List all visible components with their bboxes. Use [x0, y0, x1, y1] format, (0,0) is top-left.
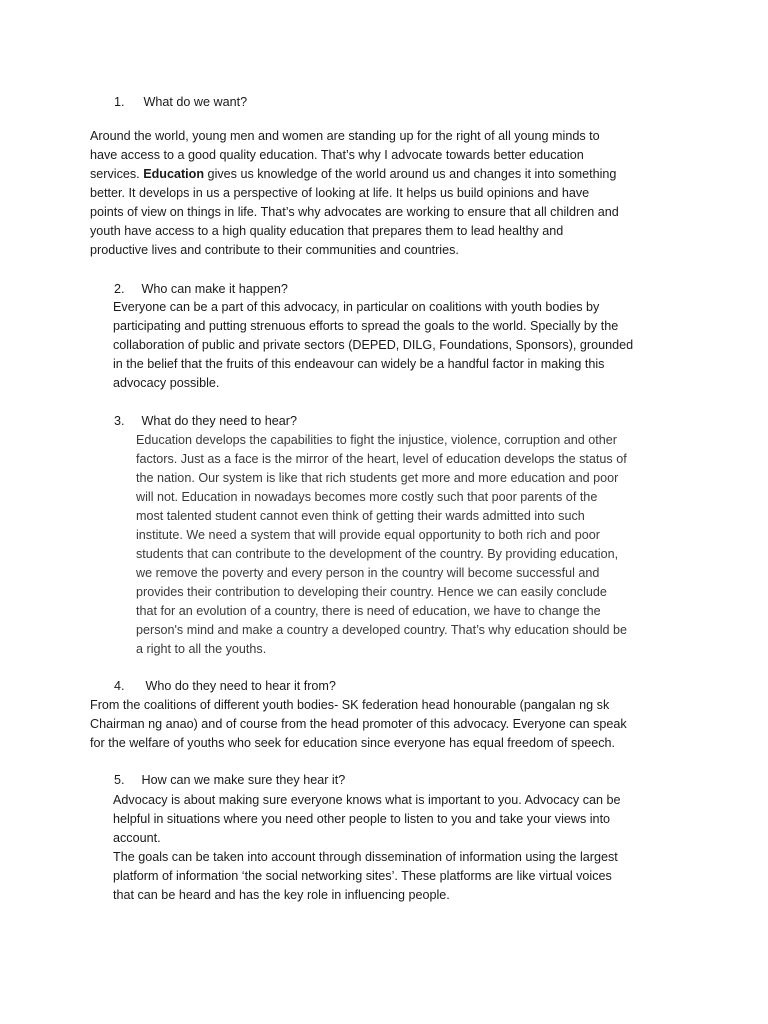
section-2-line: in the belief that the fruits of this endeavour can widely be a handful factor in making this — [113, 357, 605, 371]
section-5-line: that can be heard and has the key role in influencing people. — [113, 888, 450, 902]
section-5-line: helpful in situations where you need other people to listen to you and take your views into — [113, 812, 611, 826]
section-1-line — [90, 165, 616, 184]
section-1-line: have access to a good quality education. That’s why I advocate towards better education — [90, 148, 584, 162]
section-3-line: person's mind and make a country a developed country. That’s why education should be — [136, 623, 628, 637]
section-3-line: will not. Education in nowadays becomes more costly such that poor parents of the — [136, 490, 598, 504]
section-4-number: 4. — [114, 679, 125, 693]
section-5-title: How can we make sure they hear it? — [141, 773, 346, 787]
section-1-heading — [114, 93, 247, 112]
section-3-line: a right to all the youths. — [136, 642, 267, 656]
section-3-line: institute. We need a system that will provide equal opportunity to both rich and poor — [136, 528, 600, 542]
section-3-line: students that can contribute to the development of the country. By providing education, — [136, 547, 619, 561]
section-2-line: advocacy possible. — [113, 376, 220, 390]
section-1-line-part: gives us knowledge of the world around us and changes it into something — [204, 167, 617, 181]
section-3-line: the nation. Our system is like that rich students get more and more education and poor — [136, 471, 619, 485]
section-1-line: youth have access to a high quality education that prepares them to lead healthy and — [90, 224, 564, 238]
section-4-line: for the welfare of youths who seek for education since everyone has equal freedom of speech. — [90, 736, 616, 750]
section-5-heading — [114, 771, 345, 790]
section-5-line: The goals can be taken into account through dissemination of information using the largest — [113, 850, 618, 864]
section-5-number: 5. — [114, 773, 125, 787]
section-1-title: What do we want? — [143, 95, 248, 109]
section-4-line: From the coalitions of different youth bodies- SK federation head honourable (pangalan ng sk — [90, 698, 610, 712]
section-3-title: What do they need to hear? — [141, 414, 297, 428]
section-2-line: collaboration of public and private sectors (DEPED, DILG, Foundations, Sponsors), grounded — [113, 338, 634, 352]
section-4-heading — [114, 677, 336, 696]
section-1-number: 1. — [114, 95, 125, 109]
section-1-line-part: services. — [90, 167, 144, 181]
section-2-line: participating and putting strenuous efforts to spread the goals to the world. Specially by the — [113, 319, 619, 333]
section-5-line: Advocacy is about making sure everyone knows what is important to you. Advocacy can be — [113, 793, 621, 807]
section-2-number: 2. — [114, 282, 125, 296]
section-3-line: most talented student cannot even think of getting their wards admitted into such — [136, 509, 585, 523]
section-2-title: Who can make it happen? — [141, 282, 288, 296]
section-3-number: 3. — [114, 414, 125, 428]
section-3-line: Education develops the capabilities to fight the injustice, violence, corruption and other — [136, 433, 617, 447]
section-1-line: better. It develops in us a perspective of looking at life. It helps us build opinions and have — [90, 186, 590, 200]
section-2-line: Everyone can be a part of this advocacy, in particular on coalitions with youth bodies by — [113, 300, 600, 314]
section-4-line: Chairman ng anao) and of course from the head promoter of this advocacy. Everyone can speak — [90, 717, 627, 731]
section-4-title: Who do they need to hear it from? — [145, 679, 336, 693]
section-3-line: that for an evolution of a country, there is need of education, we have to change the — [136, 604, 601, 618]
section-1-line: productive lives and contribute to their communities and countries. — [90, 243, 459, 257]
section-5-line: platform of information ‘the social networking sites’. These platforms are like virtual voices — [113, 869, 612, 883]
section-1-bold-word: Education — [143, 167, 205, 181]
section-3-line: factors. Just as a face is the mirror of the heart, level of education develops the status of — [136, 452, 627, 466]
section-5-line: account. — [113, 831, 161, 845]
section-3-heading — [114, 412, 297, 431]
section-3-line: provides their contribution to developing their country. Hence we can easily conclude — [136, 585, 607, 599]
section-2-heading — [114, 280, 288, 299]
section-1-line: Around the world, young men and women are standing up for the right of all young minds to — [90, 129, 600, 143]
section-1-line: points of view on things in life. That’s why advocates are working to ensure that all children and — [90, 205, 619, 219]
section-3-line: we remove the poverty and every person in the country will become successful and — [136, 566, 600, 580]
